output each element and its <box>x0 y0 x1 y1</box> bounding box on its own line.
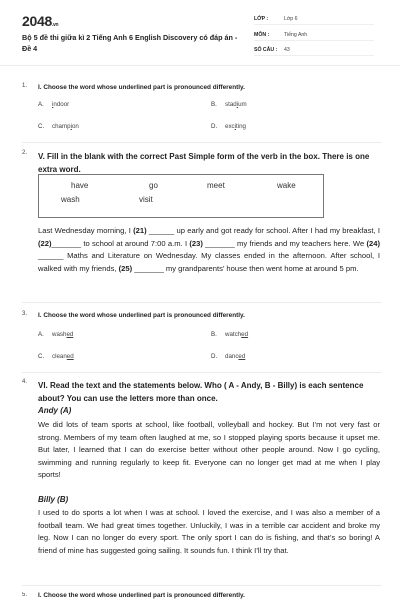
question-text: V. Fill in the blank with the correct Past Simple form of the verb in the box. There is one extra word. <box>38 152 370 174</box>
word-box <box>38 174 324 218</box>
question-number: 2. <box>22 150 28 156</box>
divider <box>22 372 382 373</box>
divider <box>22 142 382 143</box>
option-word: stadium <box>225 101 247 108</box>
meta-value: Tiếng Anh <box>284 32 308 38</box>
question-number: 1. <box>22 83 28 89</box>
question-number: 3. <box>22 311 28 317</box>
question-text: I. Choose the word whose underlined part is pronounced differently. <box>38 84 245 91</box>
option-word: watched <box>225 331 249 338</box>
option-word: champion <box>52 123 79 130</box>
meta-value: Lớp 6 <box>284 16 298 22</box>
option-word: washed <box>52 331 74 338</box>
section-heading-andy: Andy (A) <box>38 406 72 415</box>
meta-row-count <box>254 44 374 56</box>
box-word: meet <box>207 181 225 190</box>
meta-key: MÔN : <box>254 32 270 38</box>
question-number: 4. <box>22 379 28 385</box>
question-number: 5. <box>22 592 28 598</box>
question-5 <box>22 592 382 600</box>
box-word: visit <box>139 195 153 204</box>
box-word: wash <box>61 195 80 204</box>
passage-text: Last Wednesday morning, I (21) ______ up early and got ready for school. After I had my breakfast, I (22)_______ to school at around 7:00 a.m. I (23) _______ my friends and my teachers here. We (24) ______ Maths and Literature on Wednesday. My classes ended in the afternoon. After school, I walked with my friends, (25) _______ my grandparents’ house then went home at around 5 pm. <box>38 226 380 273</box>
box-word: go <box>149 181 158 190</box>
meta-key: LỚP : <box>254 16 269 22</box>
question-text: VI. Read the text and the statements below. Who ( A - Andy, B - Billy) is each sentence about? You can use the letters more than once. <box>38 381 364 403</box>
andy-passage: We did lots of team sports at school, like football, volleyball and hockey. But I’m not very fast or strong. Members of my team often laughed at me, so I stopped playing sports because it upset me. But later, I learned that I can do exercise better without other people around. Now I go cycling, swimming and running regularly to keep fit. Everyone can no longer get mad at me when I play sports! <box>38 420 380 480</box>
site-logo[interactable]: 2048.vn <box>22 13 59 29</box>
option-word: indoor <box>52 101 70 108</box>
option-word: exciting <box>225 123 246 130</box>
billy-passage: I used to do sports a lot when I was at school. I loved the exercise, and I was also a member of a football team. We had great times together. Unluckily, I was in a terrible car accident and broke my leg. Now I can no longer do every sport. The only sport I can do is fishing, and that’s so boring! A friend of mine has suggested going sailing. It sounds fun. I think I’ll try that. <box>38 508 380 555</box>
section-heading-billy: Billy (B) <box>38 495 69 504</box>
divider <box>22 585 382 586</box>
page-title: Bộ 5 đề thi giữa kì 2 Tiếng Anh 6 English Discovery có đáp án - Đề 4 <box>22 33 238 53</box>
divider <box>22 302 382 303</box>
option-word: danced <box>225 353 246 360</box>
question-text: I. Choose the word whose underlined part is pronounced differently. <box>38 592 245 599</box>
meta-key: SỐ CÂU : <box>254 47 278 53</box>
meta-row-class <box>254 13 374 25</box>
meta-row-subject <box>254 29 374 41</box>
option-word: cleaned <box>52 353 74 360</box>
box-word: have <box>71 181 89 190</box>
box-word: wake <box>277 181 296 190</box>
page-header <box>0 0 400 66</box>
question-text: I. Choose the word whose underlined part is pronounced differently. <box>38 312 245 319</box>
meta-value: 43 <box>284 47 290 53</box>
